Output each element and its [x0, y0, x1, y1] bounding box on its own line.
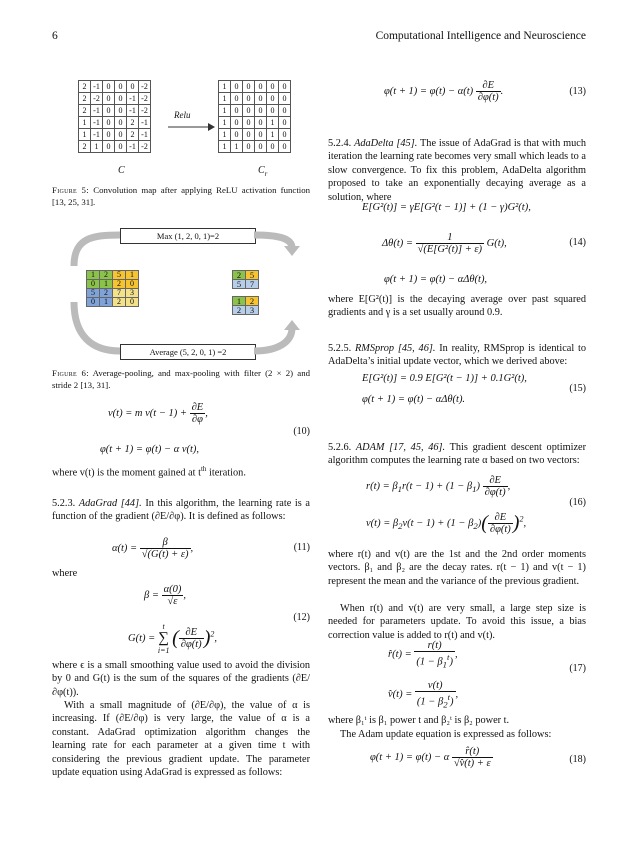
- matrix-cr-cell: 1: [219, 129, 231, 141]
- equation-17b: v̂(t) = $\frac{v(t)}{(1 - \beta_2^t)}$ ,: [388, 680, 459, 710]
- matrix-cr-label: $C_r$: [258, 165, 268, 178]
- matrix-cr-cell: 0: [243, 129, 255, 141]
- matrix-cr-cell: 0: [267, 81, 279, 93]
- pool-input-row: [87, 298, 139, 307]
- matrix-c-cell: -1: [139, 129, 151, 141]
- max-pool-cell: 5: [233, 280, 246, 289]
- matrix-cr-cell: 1: [219, 105, 231, 117]
- equation-16a: $r(t) = \beta_1r(t - 1) + (1 - \beta_1)$ $\frac{\partial E}{\partial\varphi(t)}$ ,: [366, 475, 511, 498]
- moments-paragraph: where r(t) and v(t) are the 1st and the 2nd order moments vectors. β₁ and β₂ are the decay rates. r(t − 1) and v(t − 1) represent the mean and the variance of the previous gradient.: [328, 549, 586, 587]
- equation-18: φ(t + 1) = φ(t) − α $\frac{r̂(t)}{√v̂(t) + \varepsilon}$: [370, 746, 491, 769]
- matrix-c-cell: 0: [115, 117, 127, 129]
- matrix-cr-cell: 0: [255, 141, 267, 153]
- matrix-c-cell: 2: [79, 93, 91, 105]
- matrix-c-cell: -1: [91, 105, 103, 117]
- adagrad-paragraph: With a small magnitude of (∂E/∂φ), the value of α is increasing. If (∂E/∂φ) is very large, the value of α is a constant. AdaGrad optimization algorithm changes the learning rate for each parameter at a given time t with considering the previous gradient update. The parameter update equation using AdaGrad is expressed as follows:: [52, 700, 310, 779]
- pool-input-cell: 7: [113, 289, 126, 298]
- matrix-cr-cell: 0: [279, 141, 291, 153]
- avg-pool-cell: 3: [246, 306, 259, 315]
- figure6-caption: Figure 6: Average-pooling, and max-pooling with filter (2 × 2) and stride 2 [13, 31].: [52, 368, 310, 390]
- matrix-c-cell: 1: [79, 117, 91, 129]
- matrix-cr-cell: 1: [219, 93, 231, 105]
- pool-input-cell: 0: [87, 280, 100, 289]
- matrix-c-cell: 0: [115, 141, 127, 153]
- matrix-cr-cell: 0: [279, 105, 291, 117]
- max-pool-row: [233, 280, 259, 289]
- avg-pool-row: [233, 306, 259, 315]
- matrix-c-cell: 0: [103, 81, 115, 93]
- equation-11: α(t) = $\frac{\beta}{√(G(t) + \varepsilon)}$ ,: [112, 537, 194, 560]
- matrix-c-row: [79, 129, 151, 141]
- section-5-2-3: 5.2.3. AdaGrad [44]. In this algorithm, the learning rate is a function of the gradient (∂E/∂φ). It is defined as follows:: [52, 498, 310, 523]
- section-5-2-5: 5.2.5. RMSprop [45, 46]. In reality, RMSprop is identical to AdaDelta’s initial update vector, which we derived above:: [328, 343, 587, 368]
- avg-pool-cell: 2: [233, 306, 246, 315]
- section-5-2-6: 5.2.6. ADAM [17, 45, 46]. This gradient descent optimizer algorithm computes the learning rate α based on two vectors:: [328, 442, 587, 467]
- matrix-cr-cell: 1: [231, 141, 243, 153]
- pool-input-cell: 2: [100, 271, 113, 280]
- matrix-cr-cell: 0: [255, 117, 267, 129]
- matrix-c-cell: -2: [139, 81, 151, 93]
- matrix-c-cell: 2: [79, 105, 91, 117]
- matrix-c-cell: -2: [91, 93, 103, 105]
- pool-input-cell: 2: [113, 298, 126, 307]
- matrix-c-cell: 0: [115, 81, 127, 93]
- pool-input-cell: 1: [87, 271, 100, 280]
- matrix-c-cell: 2: [79, 141, 91, 153]
- equation-18-number: (18): [569, 754, 586, 765]
- equation-14a: E[G²(t)] = γE[G²(t − 1)] + (1 − γ)G²(t),: [362, 202, 531, 213]
- matrix-cr-cell: 1: [219, 117, 231, 129]
- matrix-cr-cell: 0: [243, 93, 255, 105]
- equation-17-number: (17): [569, 663, 586, 674]
- matrix-cr-cell: 1: [219, 81, 231, 93]
- pool-input-cell: 1: [126, 271, 139, 280]
- matrix-c-cell: 0: [103, 93, 115, 105]
- journal-title: Computational Intelligence and Neuroscience: [375, 30, 586, 42]
- matrix-c-cell: 2: [79, 81, 91, 93]
- matrix-cr-cell: 0: [231, 117, 243, 129]
- pool-input-cell: 5: [87, 289, 100, 298]
- matrix-cr-cell: 0: [279, 93, 291, 105]
- equation-14c: φ(t + 1) = φ(t) − αΔθ(t),: [384, 274, 488, 285]
- matrix-cr-cell: 0: [243, 105, 255, 117]
- matrix-c-cell: -2: [139, 141, 151, 153]
- adam-update-intro: The Adam update equation is expressed as follows:: [340, 729, 552, 740]
- matrix-c-cell: -1: [139, 117, 151, 129]
- matrix-c-cell: 0: [127, 81, 139, 93]
- max-pool-cell: 5: [246, 271, 259, 280]
- matrix-c-label: C: [118, 165, 125, 176]
- matrix-c-cell: -1: [127, 93, 139, 105]
- avg-pool-output: [232, 296, 259, 315]
- matrix-c-cell: 1: [91, 141, 103, 153]
- figure5-matrix-c: [78, 80, 151, 153]
- avg-pool-cell: 2: [246, 297, 259, 306]
- figure5-caption: Figure 5: Convolution map after applying ReLU activation function [13, 25, 31].: [52, 185, 310, 207]
- equation-11-number: (11): [293, 542, 310, 553]
- matrix-c-cell: 0: [115, 129, 127, 141]
- figure6: [52, 224, 310, 362]
- relu-arrow-icon: [166, 120, 216, 134]
- matrix-c-row: [79, 141, 151, 153]
- max-pool-cell: 7: [246, 280, 259, 289]
- matrix-c-cell: 0: [115, 93, 127, 105]
- matrix-c-cell: -1: [91, 81, 103, 93]
- equation-10a: v(t) = m v(t − 1) + $\frac{\partial E}{\partial\varphi}$ ,: [108, 402, 208, 425]
- matrix-c-cell: 0: [103, 105, 115, 117]
- matrix-cr-cell: 0: [243, 81, 255, 93]
- matrix-cr-cell: 1: [267, 129, 279, 141]
- equation-10-number: (10): [293, 426, 310, 437]
- matrix-c-cell: 0: [103, 117, 115, 129]
- pool-input-cell: 0: [87, 298, 100, 307]
- matrix-cr-cell: 0: [231, 93, 243, 105]
- matrix-cr-cell: 0: [255, 129, 267, 141]
- pool-input-grid: [86, 270, 139, 307]
- max-pool-cell: 2: [233, 271, 246, 280]
- equation-13: φ(t + 1) = φ(t) − α(t) $\frac{\partial E}{\partial\varphi(t)}$ .: [384, 80, 504, 103]
- max-pool-label: Max (1, 2, 0, 1)=2: [120, 228, 256, 244]
- matrix-cr-cell: 0: [279, 129, 291, 141]
- equation-10b: φ(t + 1) = φ(t) − α v(t),: [100, 444, 200, 455]
- avg-pool-cell: 1: [233, 297, 246, 306]
- matrix-c-row: [79, 93, 151, 105]
- matrix-c-row: [79, 117, 151, 129]
- matrix-cr-cell: 0: [267, 93, 279, 105]
- matrix-c-cell: 2: [127, 129, 139, 141]
- equation-12-number: (12): [293, 612, 310, 623]
- pool-input-cell: 2: [113, 280, 126, 289]
- section-5-2-4: 5.2.4. AdaDelta [45]. The issue of AdaGrad is that with much iteration the learning rate becomes very small which leads to a slow convergence. To fix this problem, AdaDelta algorithm proposed to take an exponentially decaying average as a solution, where: [328, 138, 586, 203]
- matrix-cr-row: [219, 81, 291, 93]
- pool-input-cell: 1: [100, 280, 113, 289]
- matrix-c-cell: 1: [79, 129, 91, 141]
- equation-15-number: (15): [569, 383, 586, 394]
- equation-17a: r̂(t) = $\frac{r(t)}{(1 - \beta_1^t)}$ ,: [388, 640, 458, 670]
- equation-16-number: (16): [569, 497, 586, 508]
- figure5-matrix-cr: [218, 80, 291, 153]
- pool-input-cell: 0: [126, 298, 139, 307]
- pool-input-cell: 5: [113, 271, 126, 280]
- pool-input-cell: 0: [126, 280, 139, 289]
- matrix-cr-row: [219, 105, 291, 117]
- matrix-cr-cell: 1: [267, 117, 279, 129]
- matrix-c-cell: 0: [115, 105, 127, 117]
- matrix-cr-cell: 0: [255, 93, 267, 105]
- matrix-cr-row: [219, 141, 291, 153]
- matrix-cr-cell: 0: [231, 105, 243, 117]
- matrix-cr-cell: 0: [255, 81, 267, 93]
- matrix-cr-cell: 0: [279, 117, 291, 129]
- page-number: 6: [52, 30, 58, 42]
- matrix-cr-cell: 0: [243, 117, 255, 129]
- matrix-cr-cell: 0: [255, 105, 267, 117]
- moment-definition: where v(t) is the moment gained at $t^{th}$ iteration.: [52, 465, 246, 479]
- matrix-c-row: [79, 105, 151, 117]
- matrix-cr-row: [219, 129, 291, 141]
- matrix-cr-cell: 1: [219, 141, 231, 153]
- equation-15b: φ(t + 1) = φ(t) − αΔθ(t).: [362, 394, 466, 405]
- equation-13-number: (13): [569, 86, 586, 97]
- smoothing-paragraph: where ϵ is a small smoothing value used to avoid the division by 0 and G(t) is the sum of the squares of the gradients (∂E/∂φ(t)).: [52, 660, 310, 698]
- matrix-c-cell: 0: [103, 141, 115, 153]
- matrix-c-cell: -1: [127, 141, 139, 153]
- decaying-average-paragraph: where E[G²(t)] is the decaying average over past squared gradients and γ is a set usually around 0.9.: [328, 294, 586, 319]
- bias-correction-paragraph: When r(t) and v(t) are very small, a large step size is needed for parameters update. To avoid this issue, a bias correction value is added to r(t) and v(t).: [328, 603, 586, 641]
- matrix-c-cell: 2: [127, 117, 139, 129]
- pool-input-cell: 1: [100, 298, 113, 307]
- matrix-cr-row: [219, 117, 291, 129]
- pool-input-cell: 2: [100, 289, 113, 298]
- equation-14b: Δθ(t) = $\frac{1}{\text{√(E[G²(t)] + ε)}}$ G(t),: [382, 232, 507, 255]
- matrix-cr-row: [219, 93, 291, 105]
- pool-input-cell: 3: [126, 289, 139, 298]
- matrix-cr-cell: 0: [243, 141, 255, 153]
- matrix-c-cell: -2: [139, 93, 151, 105]
- matrix-c-cell: -1: [91, 129, 103, 141]
- matrix-cr-cell: 0: [279, 81, 291, 93]
- equation-15a: E[G²(t)] = 0.9 E[G²(t − 1)] + 0.1G²(t),: [362, 373, 527, 384]
- matrix-cr-cell: 0: [231, 81, 243, 93]
- matrix-c-cell: -2: [139, 105, 151, 117]
- equation-14-number: (14): [569, 237, 586, 248]
- matrix-c-row: [79, 81, 151, 93]
- avg-pool-label: Average (5, 2, 0, 1) =2: [120, 344, 256, 360]
- matrix-c-cell: 0: [103, 129, 115, 141]
- max-pool-output: [232, 270, 259, 289]
- matrix-cr-cell: 0: [231, 129, 243, 141]
- matrix-c-cell: -1: [91, 117, 103, 129]
- equation-16b: $v(t) = \beta_2v(t - 1) + (1 - \beta_2)$( $\frac{\partial E}{\partial\varphi(t)}$ )$^2$,: [366, 512, 527, 535]
- matrix-cr-cell: 0: [267, 141, 279, 153]
- where-label: where: [52, 568, 78, 579]
- equation-12b: G(t) = t ∑ i=1 ( $\frac{\partial E}{\partial\varphi(t)}$ )$^2$,: [128, 622, 217, 655]
- beta-power-paragraph: where β₁ᵗ is β₁ power t and β₂ᵗ is β₂ power t.: [328, 715, 510, 726]
- relu-label: Relu: [174, 110, 191, 120]
- equation-12a: β = $\frac{\alpha(0)}{√\varepsilon}$ ,: [144, 584, 186, 607]
- matrix-c-cell: -1: [127, 105, 139, 117]
- matrix-cr-cell: 0: [267, 105, 279, 117]
